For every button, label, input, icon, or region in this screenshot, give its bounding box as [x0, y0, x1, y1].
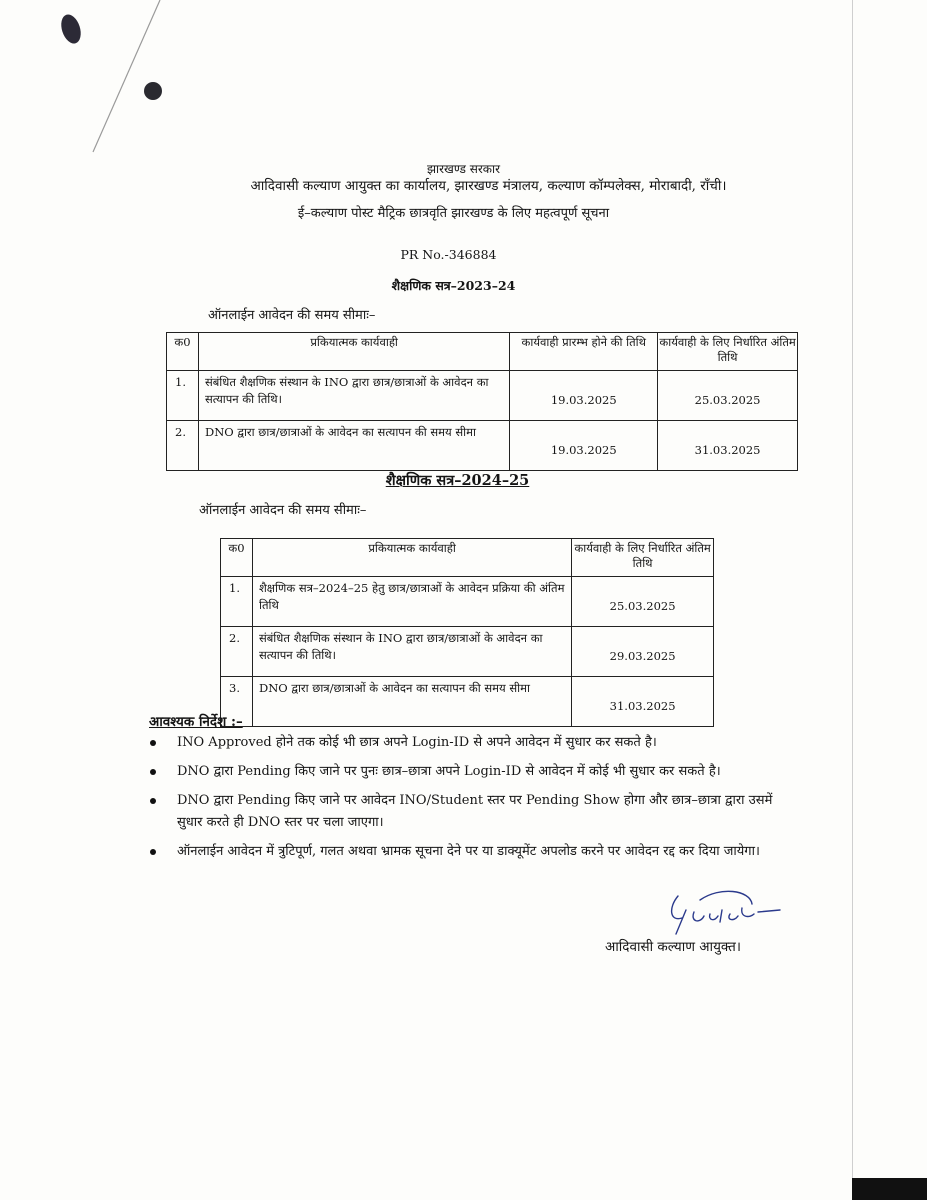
- pr-number: PR No.-346884: [400, 247, 497, 262]
- handwritten-signature: [660, 888, 785, 936]
- session1-limit-label: ऑनलाईन आवेदन की समय सीमाः–: [208, 308, 376, 323]
- session2-title: [0, 470, 921, 490]
- row-action: शैक्षणिक सत्र–2024–25 हेतु छात्र/छात्राओं के आवेदन प्रक्रिया की अंतिम तिथि: [252, 577, 571, 627]
- instruction-text: DNO द्वारा Pending किए जाने पर आवेदन INO/Student स्तर पर Pending Show होगा और छात्र–छात्रा द्वारा उसमें सुधार करते ही DNO स्तर पर चला जाएगा।: [177, 793, 773, 830]
- govt-name: झारखण्ड सरकार: [426, 162, 501, 176]
- row-end-date: 29.03.2025: [572, 627, 714, 677]
- row-serial: 1.: [167, 371, 199, 421]
- row-start-date: 19.03.2025: [510, 371, 658, 421]
- row-serial: 3.: [221, 677, 253, 727]
- list-item: [150, 790, 785, 834]
- col-header-start-date: कार्यवाही प्रारम्भ होने की तिथि: [510, 333, 658, 371]
- row-end-date: 31.03.2025: [572, 677, 714, 727]
- session2-limit-label: ऑनलाईन आवेदन की समय सीमाः–: [199, 503, 367, 518]
- col-header-serial: क0: [221, 539, 253, 577]
- punch-hole-mark: [144, 82, 162, 100]
- bullet-icon: [150, 798, 156, 804]
- signatory-designation: आदिवासी कल्याण आयुक्त।: [605, 939, 741, 955]
- row-start-date: 19.03.2025: [510, 421, 658, 471]
- col-header-action: प्रकियात्मक कार्यवाही: [198, 333, 509, 371]
- instruction-text: DNO द्वारा Pending किए जाने पर पुनः छात्र–छात्रा अपने Login-ID से आवेदन में कोई भी सुधार कर सकते है।: [177, 764, 721, 779]
- list-item: [150, 841, 785, 863]
- table-row: [167, 421, 798, 471]
- col-header-end-date: कार्यवाही के लिए निर्धारित अंतिम तिथि: [572, 539, 714, 577]
- row-serial: 2.: [221, 627, 253, 677]
- row-action: DNO द्वारा छात्र/छात्राओं के आवेदन का सत्यापन की समय सीमा: [198, 421, 509, 471]
- bullet-icon: [150, 740, 156, 746]
- ink-blot: [58, 12, 84, 46]
- row-end-date: 25.03.2025: [658, 371, 798, 421]
- table-header-row: [167, 333, 798, 371]
- instruction-text: INO Approved होने तक कोई भी छात्र अपने Login-ID से अपने आवेदन में सुधार कर सकते है।: [177, 735, 657, 750]
- table-row: [221, 677, 714, 727]
- bullet-icon: [150, 769, 156, 775]
- row-end-date: 25.03.2025: [572, 577, 714, 627]
- row-serial: 2.: [167, 421, 199, 471]
- instructions-title: आवश्यक निर्देश :–: [149, 714, 243, 730]
- scan-corner-shadow: [852, 1178, 927, 1200]
- table-row: [221, 577, 714, 627]
- list-item: [150, 761, 785, 783]
- row-serial: 1.: [221, 577, 253, 627]
- row-action: संबंधित शैक्षणिक संस्थान के INO द्वारा छात्र/छात्राओं के आवेदन का सत्यापन की तिथि।: [252, 627, 571, 677]
- bullet-icon: [150, 849, 156, 855]
- row-action: DNO द्वारा छात्र/छात्राओं के आवेदन का सत्यापन की समय सीमा: [252, 677, 571, 727]
- table-header-row: [221, 539, 714, 577]
- session1-table: [166, 332, 798, 471]
- row-end-date: 31.03.2025: [658, 421, 798, 471]
- session2-title-text: शैक्षणिक सत्र–2024–25: [385, 472, 530, 489]
- table-row: [167, 371, 798, 421]
- table-row: [221, 627, 714, 677]
- office-address: आदिवासी कल्याण आयुक्त का कार्यालय, झारखण्ड मंत्रालय, कल्याण कॉम्पलेक्स, मोराबादी, राँची।: [250, 178, 727, 194]
- col-header-action: प्रकियात्मक कार्यवाही: [252, 539, 571, 577]
- session1-title: शैक्षणिक सत्र–2023–24: [391, 278, 516, 293]
- col-header-end-date: कार्यवाही के लिए निर्धारित अंतिम तिथि: [658, 333, 798, 371]
- col-header-serial: क0: [167, 333, 199, 371]
- notice-title: ई–कल्याण पोस्ट मैट्रिक छात्रवृति झारखण्ड के लिए महत्वपूर्ण सूचना: [297, 206, 610, 221]
- list-item: [150, 732, 785, 754]
- row-action: संबंधित शैक्षणिक संस्थान के INO द्वारा छात्र/छात्राओं के आवेदन का सत्यापन की तिथि।: [198, 371, 509, 421]
- instructions-list: [150, 732, 785, 870]
- session2-table: [220, 538, 714, 727]
- instruction-text: ऑनलाईन आवेदन में त्रुटिपूर्ण, गलत अथवा भ्रामक सूचना देने पर या डाक्यूमेंट अपलोड करने पर आवेदन रद्द कर दिया जायेगा।: [177, 844, 760, 859]
